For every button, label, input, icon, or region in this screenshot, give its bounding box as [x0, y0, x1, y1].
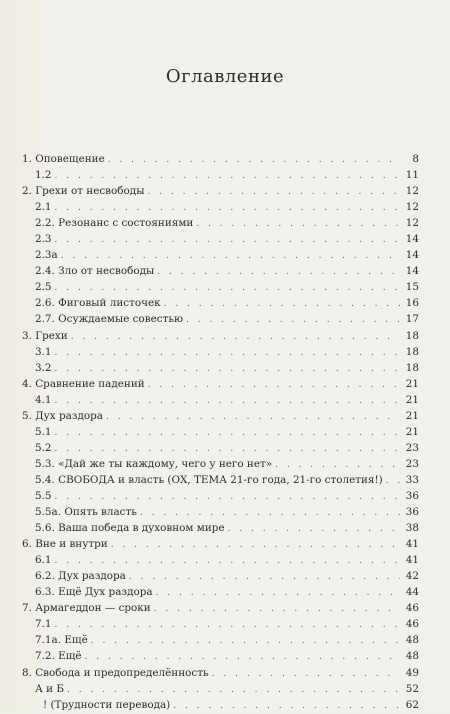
toc-leader-dots [55, 441, 400, 457]
toc-entry [22, 552, 419, 568]
toc-leader-dots [386, 473, 400, 489]
toc-entry-page-number: 23 [405, 457, 419, 470]
toc-entry-page-number: 23 [405, 441, 419, 454]
toc-entry-page-number: 21 [405, 425, 419, 438]
toc-entry [22, 440, 419, 456]
toc-leader-dots [164, 296, 400, 312]
toc-entry [22, 632, 419, 648]
toc-entry-label: 5.3. «Дай же ты каждому, чего у него нет» [35, 457, 273, 470]
toc-entry [22, 167, 419, 183]
toc-entry-page-number: 62 [405, 698, 419, 711]
toc-entry-label: 2.5 [35, 281, 52, 294]
table-of-contents [22, 151, 419, 713]
toc-entry-label: 6.2. Дух раздора [35, 570, 126, 583]
toc-entry [22, 311, 419, 327]
toc-entry-page-number: 17 [405, 313, 419, 326]
toc-entry-page-number: 18 [405, 345, 419, 358]
toc-entry-page-number: 38 [405, 522, 419, 535]
toc-leader-dots [55, 361, 400, 377]
toc-leader-dots [71, 329, 400, 345]
toc-leader-dots [148, 377, 400, 393]
toc-entry [22, 231, 419, 247]
toc-entry [22, 536, 419, 552]
toc-entry-label: 6.3. Ещё Дух раздора [35, 586, 153, 599]
toc-entry [22, 584, 419, 600]
toc-entry-page-number: 18 [405, 329, 419, 342]
toc-entry-page-number: 36 [405, 489, 419, 502]
toc-entry [22, 488, 419, 504]
toc-leader-dots [61, 248, 400, 264]
toc-entry-label: 2.3 [35, 233, 52, 246]
toc-leader-dots [55, 489, 400, 505]
toc-leader-dots [108, 152, 400, 168]
toc-leader-dots [55, 168, 400, 184]
toc-entry-page-number: 14 [405, 265, 419, 278]
toc-entry [22, 648, 419, 664]
toc-entry [22, 360, 419, 376]
toc-entry-label: 1. Оповещение [22, 153, 105, 165]
page-title: Оглавление [165, 66, 285, 87]
toc-entry-label: 1.2 [35, 169, 52, 182]
toc-entry-label: 8. Свобода и предопределённость [22, 666, 209, 679]
toc-entry [22, 183, 419, 199]
toc-entry-label: 4.1 [35, 393, 52, 406]
toc-entry-label: 3. Грехи [22, 329, 68, 342]
toc-leader-dots [154, 601, 400, 617]
toc-entry-label: 5.2 [35, 441, 52, 454]
toc-entry [22, 520, 419, 536]
toc-entry-label: 3.1 [35, 345, 52, 358]
toc-entry-page-number: 14 [405, 249, 419, 262]
toc-entry-label: 2.1 [35, 201, 52, 214]
toc-leader-dots [55, 232, 400, 248]
toc-entry-label: 5.1 [35, 425, 52, 438]
toc-entry-page-number: 46 [405, 602, 419, 615]
toc-entry [22, 215, 419, 231]
toc-entry-label: 5. Дух раздора [22, 409, 103, 422]
toc-entry-label: 5.5a. Опять власть [35, 506, 137, 519]
toc-entry-label: 6. Вне и внутри [22, 538, 108, 551]
toc-entry-page-number: 12 [405, 201, 419, 214]
toc-entry-label: 6.1 [35, 554, 52, 567]
toc-entry [22, 392, 419, 408]
toc-entry-label: 5.4. СВОБОДА и власть (ОХ, ТЕМА 21-го года, 21-го столетия!) [35, 473, 383, 486]
toc-entry-page-number: 44 [405, 586, 419, 599]
toc-entry [22, 616, 419, 632]
toc-entry [22, 456, 419, 472]
toc-entry [22, 408, 419, 424]
toc-entry-label: 5.6. Ваша победа в духовном мире [35, 522, 225, 535]
toc-entry-page-number: 33 [405, 473, 419, 486]
toc-entry [22, 665, 419, 681]
toc-entry-page-number: 16 [405, 297, 419, 310]
toc-leader-dots [156, 585, 400, 601]
toc-leader-dots [228, 521, 400, 537]
toc-entry-page-number: 21 [405, 409, 419, 422]
toc-entry-label: 2.4. Зло от несвободы [35, 265, 155, 278]
toc-entry-label: 2.7. Осуждаемые совестью [35, 313, 184, 326]
toc-entry-page-number: 15 [405, 281, 419, 294]
toc-entry-label: А и Б [35, 682, 65, 695]
toc-entry-label: 2. Грехи от несвободы [22, 185, 145, 198]
toc-entry-page-number: 41 [405, 554, 419, 567]
toc-entry-label: 7.1a. Ещё [35, 634, 88, 647]
toc-entry [22, 472, 419, 488]
toc-entry-page-number: 48 [405, 634, 419, 647]
toc-leader-dots [140, 505, 400, 521]
toc-leader-dots [55, 617, 400, 633]
toc-entry [22, 568, 419, 584]
toc-leader-dots [55, 345, 400, 361]
toc-leader-dots [129, 569, 400, 585]
toc-entry-label: 7.1 [35, 618, 52, 631]
toc-entry-page-number: 49 [405, 666, 419, 679]
toc-leader-dots [55, 280, 400, 296]
toc-entry [22, 295, 419, 311]
toc-leader-dots [173, 698, 400, 714]
toc-entry [22, 199, 419, 215]
toc-leader-dots [55, 393, 400, 409]
toc-entry-page-number: 12 [405, 185, 419, 198]
toc-leader-dots [157, 264, 400, 280]
toc-leader-dots [275, 457, 400, 473]
toc-entry-page-number: 18 [405, 361, 419, 374]
toc-entry-page-number: 21 [405, 377, 419, 390]
toc-entry-page-number: 52 [405, 682, 419, 695]
toc-entry [22, 600, 419, 616]
toc-entry-label: 2.6. Фиговый листочек [35, 297, 161, 310]
toc-leader-dots [111, 537, 400, 553]
toc-entry [22, 263, 419, 279]
toc-entry-label: 2.3a [35, 249, 58, 262]
toc-entry-page-number: 48 [405, 650, 419, 663]
toc-entry [22, 344, 419, 360]
toc-leader-dots [106, 409, 400, 425]
toc-leader-dots [55, 553, 400, 569]
toc-entry [22, 328, 419, 344]
toc-leader-dots [147, 184, 400, 200]
toc-entry-label: 5.5 [35, 489, 52, 502]
toc-entry [22, 279, 419, 295]
toc-entry-label: 4. Сравнение падений [22, 377, 145, 390]
toc-entry-page-number: 41 [405, 538, 419, 551]
toc-leader-dots [196, 216, 400, 232]
toc-leader-dots [55, 200, 400, 216]
toc-entry-label: 7. Армагеддон — сроки [22, 602, 151, 615]
toc-entry [22, 424, 419, 440]
toc-leader-dots [67, 682, 400, 698]
toc-entry-page-number: 42 [405, 570, 419, 583]
toc-entry [22, 504, 419, 520]
toc-leader-dots [55, 425, 400, 441]
toc-entry-page-number: 46 [405, 618, 419, 631]
toc-entry-page-number: 21 [405, 393, 419, 406]
toc-entry-page-number: 14 [405, 233, 419, 246]
toc-entry-page-number: 36 [405, 506, 419, 519]
toc-leader-dots [186, 312, 400, 328]
toc-entry-label: 3.2 [35, 361, 52, 374]
toc-entry [22, 151, 419, 167]
toc-entry-label: ! (Трудности перевода) [43, 698, 171, 711]
toc-entry-page-number: 11 [405, 169, 419, 182]
toc-entry-label: 2.2. Резонанс с состояниями [35, 217, 194, 230]
toc-leader-dots [212, 666, 400, 682]
toc-entry-label: 7.2. Ещё [35, 650, 82, 663]
toc-entry [22, 247, 419, 263]
toc-entry [22, 681, 419, 697]
toc-leader-dots [91, 633, 400, 649]
toc-leader-dots [85, 649, 400, 665]
toc-entry [22, 376, 419, 392]
toc-entry-page-number: 12 [405, 217, 419, 230]
toc-entry [22, 697, 419, 713]
toc-entry-page-number: 8 [412, 153, 419, 165]
